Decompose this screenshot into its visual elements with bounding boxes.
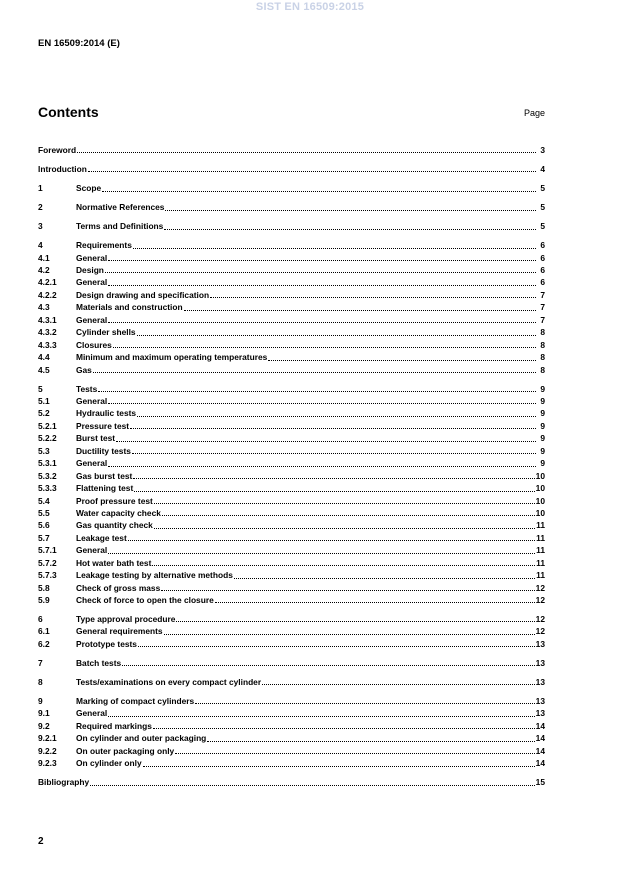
toc-dot-leader — [128, 532, 535, 541]
toc-entry[interactable] — [38, 314, 545, 326]
toc-entry-title: Minimum and maximum operating temperatures — [76, 352, 268, 363]
toc-entry[interactable] — [38, 182, 545, 194]
toc-dot-leader — [134, 483, 534, 492]
toc-entry-number: 4.1 — [38, 252, 50, 263]
toc-entry-title: General — [76, 458, 108, 469]
toc-dot-leader — [161, 582, 534, 591]
toc-dot-leader — [207, 733, 534, 742]
toc-entry-page: 7 — [540, 302, 545, 313]
contents-title: Contents — [38, 104, 99, 120]
toc-entry-page: 12 — [535, 614, 545, 625]
toc-entry[interactable] — [38, 144, 545, 156]
toc-dot-leader — [122, 657, 535, 666]
toc-entry-title: On cylinder and outer packaging — [76, 733, 207, 744]
toc-dot-leader — [133, 470, 534, 479]
toc-entry-number: 6 — [38, 614, 43, 625]
toc-dot-leader — [105, 264, 536, 273]
toc-entry-number: 9.1 — [38, 708, 50, 719]
toc-entry-page: 3 — [540, 145, 545, 155]
toc-dot-leader — [268, 352, 536, 361]
toc-entry[interactable] — [38, 276, 545, 288]
toc-dot-leader — [215, 594, 535, 603]
toc-entry-title: Normative References — [76, 202, 165, 213]
toc-entry-number: 4.4 — [38, 352, 50, 363]
toc-entry[interactable] — [38, 557, 545, 569]
toc-entry[interactable] — [38, 569, 545, 581]
toc-entry-page: 14 — [535, 720, 545, 731]
toc-entry-title: Tests — [76, 383, 98, 394]
toc-entry-number: 6.2 — [38, 638, 50, 649]
toc-dot-leader — [88, 163, 536, 172]
toc-entry[interactable] — [38, 201, 545, 213]
toc-entry-page: 8 — [540, 327, 545, 338]
toc-entry[interactable] — [38, 638, 545, 650]
toc-entry[interactable] — [38, 594, 545, 606]
toc-entry-page: 5 — [540, 221, 545, 232]
toc-dot-leader — [130, 420, 536, 429]
toc-entry-number: 7 — [38, 657, 43, 668]
toc-entry[interactable] — [38, 289, 545, 301]
toc-entry-number: 4.3.3 — [38, 339, 57, 350]
toc-entry[interactable] — [38, 395, 545, 407]
toc-entry-title: On outer packaging only — [76, 745, 175, 756]
toc-entry-page: 9 — [540, 420, 545, 431]
toc-dot-leader — [143, 758, 535, 767]
toc-dot-leader — [113, 339, 536, 348]
toc-entry-title: Introduction — [38, 164, 87, 175]
toc-entry-page: 10 — [535, 470, 545, 481]
toc-entry[interactable] — [38, 582, 545, 594]
toc-entry-number: 4.2 — [38, 265, 50, 276]
toc-entry-number: 2 — [38, 202, 43, 213]
toc-dot-leader — [175, 745, 534, 754]
toc-entry-page: 11 — [536, 570, 545, 581]
toc-dot-leader — [234, 570, 535, 579]
toc-entry-page: 5 — [540, 183, 545, 194]
toc-entry[interactable] — [38, 420, 545, 432]
toc-entry-number: 5.3.3 — [38, 483, 57, 494]
toc-entry-title: General — [76, 252, 108, 263]
toc-entry-page: 9 — [540, 396, 545, 406]
toc-entry-page: 8 — [540, 339, 545, 350]
toc-entry-title: Type approval procedure — [76, 614, 176, 625]
toc-entry-title: Leakage testing by alternative methods — [76, 570, 233, 581]
toc-entry-number: 5.4 — [38, 495, 50, 506]
toc-entry-number: 5.3.1 — [38, 458, 57, 469]
toc-entry-number: 9.2.1 — [38, 733, 57, 744]
toc-entry-page: 11 — [536, 557, 545, 568]
toc-entry-title: Gas quantity check — [76, 520, 153, 531]
toc-entry-number: 5.7.1 — [38, 545, 57, 556]
toc-dot-leader — [153, 720, 535, 729]
toc-entry-number: 5.6 — [38, 520, 50, 531]
toc-entry-page: 13 — [535, 676, 545, 687]
toc-dot-leader — [108, 395, 536, 404]
toc-entry[interactable] — [38, 445, 545, 457]
toc-dot-leader — [108, 458, 536, 467]
toc-dot-leader — [165, 202, 536, 211]
toc-entry-title: Flattening test — [76, 483, 134, 494]
toc-entry-title: Bibliography — [38, 777, 90, 788]
toc-dot-leader — [176, 613, 534, 622]
toc-entry-page: 13 — [535, 657, 545, 668]
toc-entry-title: Design — [76, 265, 104, 276]
toc-entry-page: 12 — [535, 595, 545, 605]
toc-entry-page: 6 — [540, 240, 545, 251]
toc-entry[interactable] — [38, 757, 545, 769]
toc-entry-page: 13 — [535, 696, 545, 706]
toc-entry-number: 1 — [38, 183, 43, 194]
toc-entry-number: 9.2.2 — [38, 745, 57, 756]
toc-entry-page: 11 — [536, 545, 545, 556]
toc-entry-title: Tests/examinations on every compact cylinder — [76, 676, 262, 687]
toc-entry-title: Leakage test — [76, 532, 127, 543]
toc-entry[interactable] — [38, 264, 545, 276]
toc-entry-page: 9 — [540, 458, 545, 469]
toc-entry-number: 8 — [38, 676, 43, 687]
toc-entry-title: Burst test — [76, 433, 116, 444]
toc-dot-leader — [77, 144, 536, 153]
toc-dot-leader — [164, 626, 535, 635]
toc-entry-page: 13 — [535, 638, 545, 649]
toc-entry-title: Cylinder shells — [76, 327, 136, 338]
toc-dot-leader — [137, 327, 536, 336]
toc-entry[interactable] — [38, 544, 545, 556]
toc-entry-title: Batch tests — [76, 657, 122, 668]
toc-entry-title: Materials and construction — [76, 302, 183, 313]
toc-entry-title: Scope — [76, 183, 102, 194]
toc-entry-page: 11 — [536, 520, 545, 531]
toc-entry-title: General — [76, 314, 108, 325]
toc-entry-title: General — [76, 396, 108, 406]
toc-entry-page: 7 — [540, 289, 545, 300]
toc-entry[interactable] — [38, 720, 545, 732]
toc-entry-page: 14 — [535, 758, 545, 769]
toc-dot-leader — [90, 777, 534, 786]
toc-entry[interactable] — [38, 364, 545, 376]
toc-entry-title: General — [76, 277, 108, 288]
toc-entry-page: 12 — [535, 626, 545, 637]
toc-entry-number: 5.2 — [38, 408, 50, 419]
toc-dot-leader — [108, 545, 535, 554]
toc-entry-title: Design drawing and specification — [76, 289, 210, 300]
toc-entry-title: General — [76, 545, 108, 556]
toc-dot-leader — [195, 695, 534, 704]
toc-entry-page: 9 — [540, 445, 545, 456]
toc-entry[interactable] — [38, 432, 545, 444]
toc-entry-number: 5.3 — [38, 445, 50, 456]
toc-entry-number: 6.1 — [38, 626, 50, 637]
toc-entry-title: Proof pressure test — [76, 495, 153, 506]
toc-entry-title: Check of gross mass — [76, 582, 161, 593]
toc-entry[interactable] — [38, 470, 545, 482]
toc-entry-page: 10 — [535, 483, 545, 494]
toc-entry-page: 6 — [540, 252, 545, 263]
toc-entry[interactable] — [38, 407, 545, 419]
toc-entry-title: Required markings — [76, 720, 152, 731]
toc-entry-page: 8 — [540, 352, 545, 363]
toc-entry-page: 11 — [536, 532, 545, 543]
toc-entry[interactable] — [38, 625, 545, 637]
toc-dot-leader — [93, 364, 536, 373]
toc-entry-number: 5.2.1 — [38, 420, 57, 431]
toc-entry-number: 5.1 — [38, 396, 50, 406]
toc-entry-page: 5 — [540, 202, 545, 213]
toc-entry-number: 5.9 — [38, 595, 50, 605]
toc-dot-leader — [102, 183, 536, 192]
toc-entry[interactable] — [38, 252, 545, 264]
toc-entry[interactable] — [38, 495, 545, 507]
toc-entry-number: 4.5 — [38, 364, 50, 375]
toc-dot-leader — [108, 708, 534, 717]
page-column-label: Page — [523, 108, 545, 118]
toc-entry[interactable] — [38, 707, 545, 719]
toc-entry-page: 8 — [540, 364, 545, 375]
toc-entry-number: 4.2.1 — [38, 277, 57, 288]
toc-dot-leader — [133, 240, 536, 249]
toc-entry[interactable] — [38, 507, 545, 519]
toc-dot-leader — [116, 433, 536, 442]
toc-entry-page: 9 — [540, 433, 545, 444]
toc-entry[interactable] — [38, 482, 545, 494]
toc-entry-title: Terms and Definitions — [76, 221, 164, 232]
toc-dot-leader — [108, 277, 536, 286]
toc-dot-leader — [152, 557, 535, 566]
toc-dot-leader — [108, 252, 536, 261]
toc-dot-leader — [137, 408, 536, 417]
toc-entry[interactable] — [38, 613, 545, 625]
toc-entry-page: 6 — [540, 265, 545, 276]
toc-entry[interactable] — [38, 776, 545, 788]
toc-entry-title: General — [76, 708, 108, 719]
toc-entry[interactable] — [38, 301, 545, 313]
toc-dot-leader — [184, 302, 536, 311]
toc-entry-number: 5.5 — [38, 507, 50, 518]
toc-dot-leader — [262, 676, 535, 685]
watermark: SIST EN 16509:2015 — [255, 1, 365, 13]
toc-entry[interactable] — [38, 457, 545, 469]
toc-entry-page: 15 — [535, 777, 545, 788]
toc-entry-page: 4 — [540, 164, 545, 175]
toc-entry-number: 5.8 — [38, 582, 50, 593]
toc-entry-title: Closures — [76, 339, 112, 350]
toc-entry-title: Water capacity check — [76, 507, 161, 518]
toc-entry-page: 6 — [540, 277, 545, 288]
toc-entry-title: Requirements — [76, 240, 132, 251]
toc-entry[interactable] — [38, 519, 545, 531]
toc-entry[interactable] — [38, 339, 545, 351]
toc-entry-number: 4.3.1 — [38, 314, 57, 325]
table-of-contents — [38, 144, 545, 789]
toc-entry[interactable] — [38, 732, 545, 744]
toc-entry-number: 9.2.3 — [38, 758, 57, 769]
toc-dot-leader — [154, 495, 535, 504]
toc-entry-number: 4.3 — [38, 302, 50, 313]
toc-entry-number: 3 — [38, 221, 43, 232]
toc-dot-leader — [132, 445, 536, 454]
toc-entry-title: Marking of compact cylinders — [76, 696, 195, 706]
toc-entry-number: 5.7 — [38, 532, 50, 543]
toc-dot-leader — [138, 638, 535, 647]
toc-entry-number: 4 — [38, 240, 43, 251]
toc-entry-number: 5 — [38, 383, 43, 394]
toc-entry-number: 5.3.2 — [38, 470, 57, 481]
toc-dot-leader — [98, 383, 536, 392]
toc-entry-page: 7 — [540, 314, 545, 325]
toc-entry-number: 4.2.2 — [38, 289, 57, 300]
toc-entry[interactable] — [38, 695, 545, 707]
toc-dot-leader — [162, 507, 535, 516]
toc-entry-title: Hydraulic tests — [76, 408, 137, 419]
toc-entry[interactable] — [38, 657, 545, 669]
toc-entry[interactable] — [38, 532, 545, 544]
toc-entry-title: General requirements — [76, 626, 163, 637]
toc-entry-title: Gas — [76, 364, 92, 375]
toc-entry-title: Check of force to open the closure — [76, 595, 214, 605]
document-id: EN 16509:2014 (E) — [38, 38, 120, 49]
toc-entry-title: Gas burst test — [76, 470, 133, 481]
toc-entry-page: 9 — [540, 383, 545, 394]
toc-dot-leader — [108, 314, 536, 323]
toc-entry-number: 5.7.3 — [38, 570, 57, 581]
toc-entry-title: Pressure test — [76, 420, 130, 431]
toc-entry[interactable] — [38, 351, 545, 363]
toc-entry-title: Ductility tests — [76, 445, 131, 456]
toc-entry-number: 4.3.2 — [38, 327, 57, 338]
toc-entry-title: Prototype tests — [76, 638, 137, 649]
toc-entry[interactable] — [38, 326, 545, 338]
toc-dot-leader — [164, 221, 536, 230]
toc-entry-number: 5.7.2 — [38, 557, 57, 568]
toc-entry-number: 5.2.2 — [38, 433, 57, 444]
toc-entry-page: 13 — [535, 708, 545, 719]
toc-dot-leader — [210, 289, 536, 298]
toc-entry-page: 14 — [535, 733, 545, 744]
toc-entry-page: 14 — [535, 745, 545, 756]
toc-entry-page: 9 — [540, 408, 545, 419]
toc-entry-title: Foreword — [38, 145, 77, 155]
toc-entry[interactable] — [38, 239, 545, 251]
toc-entry-page: 10 — [535, 507, 545, 518]
toc-entry-number: 9.2 — [38, 720, 50, 731]
toc-entry-title: On cylinder only — [76, 758, 142, 769]
page-number: 2 — [38, 836, 44, 847]
toc-entry[interactable] — [38, 383, 545, 395]
toc-entry-title: Hot water bath test — [76, 557, 152, 568]
toc-entry[interactable] — [38, 676, 545, 688]
toc-entry[interactable] — [38, 163, 545, 175]
toc-entry-number: 9 — [38, 696, 43, 706]
toc-entry-page: 12 — [535, 582, 545, 593]
toc-entry-page: 10 — [535, 495, 545, 506]
toc-entry[interactable] — [38, 220, 545, 232]
toc-dot-leader — [154, 520, 535, 529]
toc-entry[interactable] — [38, 745, 545, 757]
